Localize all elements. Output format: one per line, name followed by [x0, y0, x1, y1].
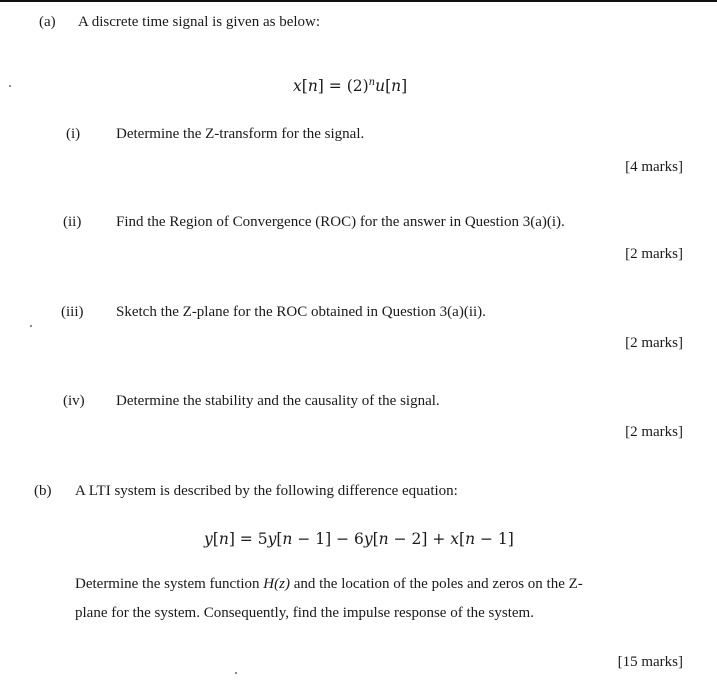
scan-speck: [9, 85, 11, 87]
eq-b-t3-var: y: [363, 530, 373, 548]
subq-iii-label: (iii): [61, 304, 84, 320]
eq-a-exponent: n: [368, 77, 376, 88]
subq-i-text: Determine the Z-transform for the signal.: [116, 126, 365, 142]
eq-b-t2-idx: n: [282, 530, 293, 548]
eq-b-t4-var: x: [450, 530, 459, 548]
eq-a-mid: = (2): [323, 77, 369, 96]
part-b-hz: H(z): [263, 576, 290, 592]
part-b-body-1a: Determine the system function: [75, 576, 264, 592]
eq-b-t3-rest: − 2] +: [388, 530, 451, 548]
subq-iii-marks: [2 marks]: [625, 335, 683, 351]
eq-a-lhs-idx: n: [307, 77, 318, 96]
scan-speck: [30, 325, 32, 327]
subq-iv-marks: [2 marks]: [625, 424, 683, 440]
subq-i-marks: [4 marks]: [625, 159, 683, 175]
part-b-body-line1: [75, 576, 583, 593]
eq-b-t2-rest: − 1] − 6: [292, 530, 364, 548]
part-b-intro: A LTI system is described by the following difference equation:: [75, 483, 458, 499]
subq-ii-text: Find the Region of Convergence (ROC) for the answer in Question 3(a)(i).: [116, 214, 565, 230]
subq-iii-text: Sketch the Z-plane for the ROC obtained in Question 3(a)(ii).: [116, 304, 486, 320]
eq-a-rhs-var: u: [375, 77, 386, 96]
eq-a-rhs-idx: n: [391, 77, 402, 96]
eq-b-t2-var: y: [267, 530, 277, 548]
subq-iv-text: Determine the stability and the causality of the signal.: [116, 393, 440, 409]
scan-speck: [235, 672, 237, 674]
eq-b-t3-idx: n: [378, 530, 389, 548]
subq-iv-label: (iv): [63, 393, 85, 409]
eq-b-eq: = 5: [234, 530, 268, 548]
part-b-label: (b): [34, 483, 52, 499]
part-a-equation: $x[n] = (2)^nu[n]$: [293, 77, 408, 96]
part-b-body-line2: plane for the system. Consequently, find the impulse response of the system.: [75, 605, 534, 621]
part-b-marks: [15 marks]: [617, 654, 683, 670]
eq-b-t1-idx: n: [218, 530, 229, 548]
eq-b-t4-idx: n: [465, 530, 476, 548]
subq-i-label: (i): [66, 126, 81, 142]
subq-ii-label: (ii): [63, 214, 82, 230]
eq-b-t1-var: y: [204, 530, 213, 548]
part-a-intro: A discrete time signal is given as below:: [78, 14, 321, 30]
eq-b-t4-rest: − 1]: [475, 530, 514, 548]
top-border-line: [0, 0, 717, 2]
eq-a-lhs-var: x: [293, 77, 302, 96]
part-b-body-1b: and the location of the poles and zeros on the Z-: [289, 576, 583, 592]
subq-ii-marks: [2 marks]: [625, 246, 683, 262]
part-b-equation: y[n] = 5y[n − 1] − 6y[n − 2] + x[n − 1]: [204, 530, 514, 548]
part-a-label: (a): [39, 14, 56, 30]
